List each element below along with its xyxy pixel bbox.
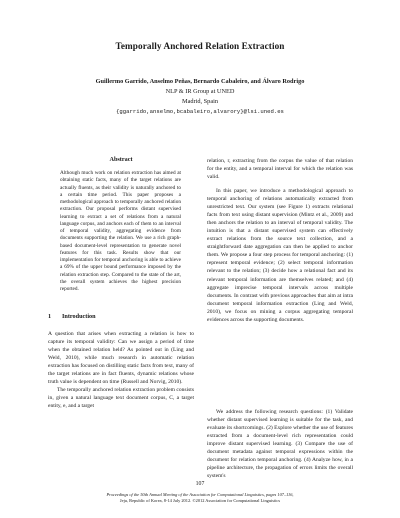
section-title: Introduction [62,313,96,320]
right-paragraph-3: We address the following research questions: (1) Validate whether distant supervised learning is suitable for the task, and evaluate its shortcomings. (2) Explore whether the use of features extracted from a document-level rich representation could improve distant supervised learning. (3) Compare the use of document metadata against temporal expressions within the document for relation temporal anchoring. (4) Analyze how, in a pipeline architecture, the propagation of errors limits the overall system's [207,409,353,480]
author-list: Guillermo Garrido, Anselmo Peñas, Bernardo Cabaleiro, and Álvaro Rodrigo [95,78,305,85]
page-number: 107 [195,481,205,487]
intro-paragraph-1: A question that arises when extracting a relation is how to capture its temporal validity: Can we assign a period of time when the obtained relation held? As pointed out in (Ling and Weld, 2010), while much research in automatic relation extraction has focused on distilling static facts from text, many of the target relations are in fact fluents, dynamic relations whose truth value is dependent on time (Russell and Norvig, 2010). [48,331,194,386]
location: Madrid, Spain [181,97,219,105]
section-heading-introduction [48,313,194,320]
right-paragraph-1: relation, r, extracting from the corpus the value of that relation for the entity, and a temporal interval for which the relation was valid. [207,158,353,181]
footer-line-2: Jeju, Republic of Korea, 8-14 July 2012. ©2012 Association for Computational Linguistics [119,497,281,503]
introduction-body [48,330,194,410]
proceedings-footer [0,492,400,504]
affiliation: NLP & IR Group at UNED [165,88,235,95]
right-paragraph-2: In this paper, we introduce a methodological approach to temporal anchoring of relations automatically extracted from unrestricted text. Our system (see Figure 1) extracts relational facts from text using distant supervision (Mintz et al., 2009) and then anchors the relation to an interval of temporal validity. The intuition is that a distant supervised system can effectively extract relations from the source text collection, and a straightforward date aggregation can then be applied to anchor them. We propose a four step process for temporal anchoring: (1) represent temporal evidence; (2) select temporal information relevant to the relation; (3) decide how a relational fact and its relevant temporal information are themselves related; and (4) aggregate imprecise temporal intervals across multiple documents. In contrast with previous approaches that aim at intra document temporal information extraction (Ling and Weld, 2010), we focus on mining a corpus aggregating temporal evidences across the supporting documents. [207,188,353,323]
footer-line-1: Proceedings of the 50th Annual Meeting of the Association for Computational Linguistics, pages 107–116, [106,492,294,497]
abstract-text: Although much work on relation extraction has aimed at obtaining static facts, many of the target relations are actually fluents, as their validity is naturally anchored to a certain time period. This paper proposes a methodological approach to temporally anchored relation extraction. Our proposal performs distant supervised learning to extract a set of relations from a natural language corpus, and anchors each of them to an interval of temporal validity, aggregating evidence from documents supporting the relation. We use a rich graph-based document-level representation to generate novel features for this task. Results show that our implementation for temporal anchoring is able to achieve a 69% of the upper bound performance imposed by the relation extraction step. Compared to the state of the art, the overall system achieves the highest precision reported. [60,170,181,292]
paper-title: Temporally Anchored Relation Extraction [115,41,285,51]
intro-paragraph-2: The temporally anchored relation extraction problem consists in, given a natural language text document corpus, C, a target entity, e, and a target [48,387,194,410]
author-emails: {ggarrido,anselmo,bcabaleiro,alvarory}@lsi.uned.es [116,107,284,115]
abstract-heading: Abstract [109,156,133,163]
section-number: 1 [48,313,52,320]
